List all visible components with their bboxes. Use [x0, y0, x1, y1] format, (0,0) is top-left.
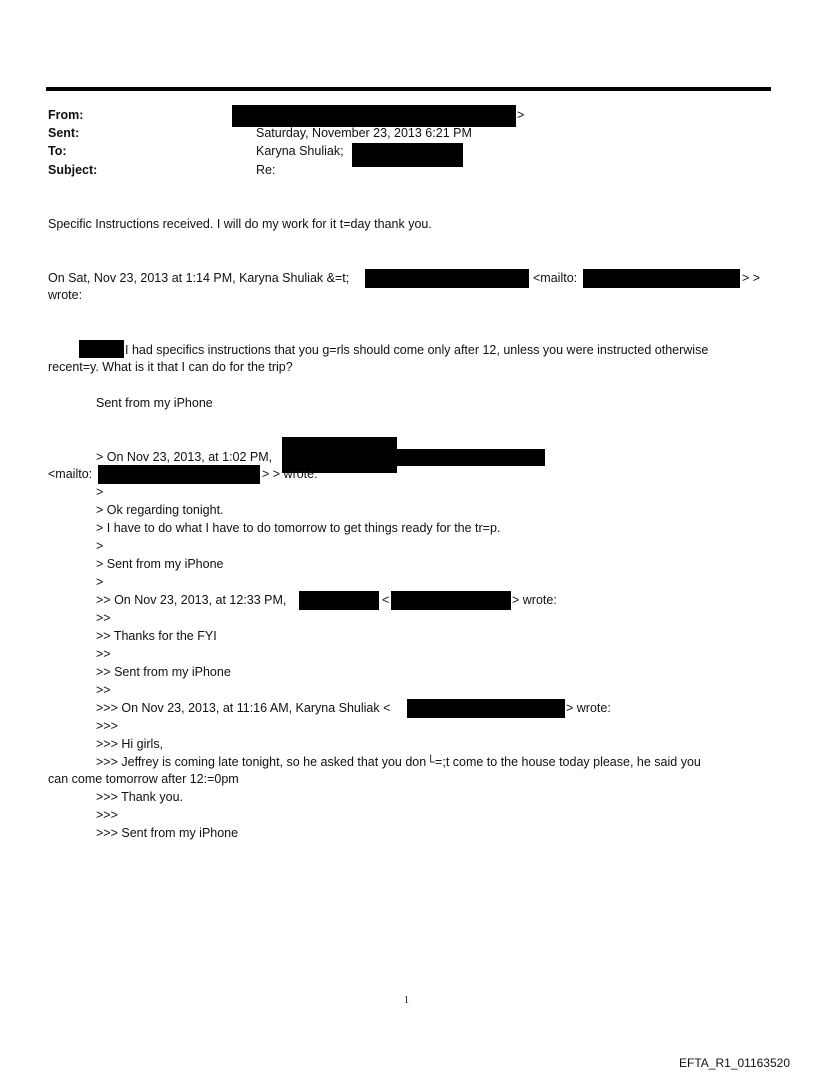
redacted-from — [232, 105, 516, 127]
quote1-signature: Sent from my iPhone — [96, 396, 213, 410]
redacted-quote2-top — [282, 437, 397, 449]
quote3-line5: >> — [96, 683, 111, 697]
quote1-header-b: <mailto: — [533, 271, 578, 285]
quote1-line1: I had specifics instructions that you g=rls should come only after 12, unless you were instructed otherwise — [125, 343, 709, 357]
redacted-to — [352, 143, 463, 167]
sent-value: Saturday, November 23, 2013 6:21 PM — [256, 126, 472, 140]
quote2-header-a: > On Nov 23, 2013, at 1:02 PM, — [96, 450, 273, 464]
quote4-line1: >>> — [96, 719, 118, 733]
quote4-header-b: > wrote: — [566, 701, 611, 715]
quote2-line1: > — [96, 485, 104, 499]
to-value: Karyna Shuliak; — [256, 144, 344, 158]
quote1-line2: recent=y. What is it that I can do for the trip? — [48, 360, 293, 374]
sent-label: Sent: — [48, 126, 80, 140]
quote4-line5: >>> Thank you. — [96, 790, 183, 804]
quote3-header-a: >> On Nov 23, 2013, at 12:33 PM, — [96, 593, 287, 607]
quote3-line3: >> — [96, 647, 111, 661]
quote3-line2: >> Thanks for the FYI — [96, 629, 217, 643]
quote2-line6: > — [96, 575, 104, 589]
document-id: EFTA_R1_01163520 — [679, 1056, 790, 1070]
subject-value: Re: — [256, 163, 276, 177]
redacted-quote4-mail — [407, 699, 565, 718]
redacted-quote2-name — [282, 449, 545, 466]
redacted-quote3-mail — [391, 591, 511, 610]
redacted-quote2-mail — [98, 465, 260, 484]
redacted-quote1-name — [365, 269, 529, 288]
quote1-header-a: On Sat, Nov 23, 2013 at 1:14 PM, Karyna Shuliak &=t; — [48, 271, 350, 285]
redacted-quote1-mail — [583, 269, 740, 288]
quote2-line5: > Sent from my iPhone — [96, 557, 224, 571]
quote2-line3: > I have to do what I have to do tomorrow to get things ready for the tr=p. — [96, 521, 501, 535]
quote4-line4: can come tomorrow after 12:=0pm — [48, 772, 239, 786]
quote3-header-b: < — [382, 593, 390, 607]
redacted-quote3-name — [299, 591, 379, 610]
quote3-line1: >> — [96, 611, 111, 625]
subject-label: Subject: — [48, 163, 98, 177]
quote1-header-d: wrote: — [48, 288, 83, 302]
from-suffix: > — [517, 108, 525, 122]
quote2-line2: > Ok regarding tonight. — [96, 503, 224, 517]
to-label: To: — [48, 144, 67, 158]
reply-text: Specific Instructions received. I will do my work for it t=day thank you. — [48, 217, 432, 231]
quote4-line3: >>> Jeffrey is coming late tonight, so he asked that you don└=;t come to the house today please, he said you — [96, 755, 701, 769]
quote4-header-a: >>> On Nov 23, 2013, at 11:16 AM, Karyna Shuliak < — [96, 701, 391, 715]
quote3-line4: >> Sent from my iPhone — [96, 665, 231, 679]
header-rule — [46, 87, 771, 91]
quote2-header-b: <mailto: — [48, 467, 93, 481]
quote3-header-c: > wrote: — [512, 593, 557, 607]
quote4-line2: >>> Hi girls, — [96, 737, 164, 751]
quote4-line7: >>> Sent from my iPhone — [96, 826, 239, 840]
quote4-line6: >>> — [96, 808, 118, 822]
quote2-header-c: > > wrote: — [262, 467, 318, 481]
redacted-quote1-greeting — [79, 340, 124, 358]
from-label: From: — [48, 108, 84, 122]
page-number: 1 — [404, 995, 409, 1006]
quote2-line4: > — [96, 539, 104, 553]
quote1-header-c: > > — [742, 271, 761, 285]
